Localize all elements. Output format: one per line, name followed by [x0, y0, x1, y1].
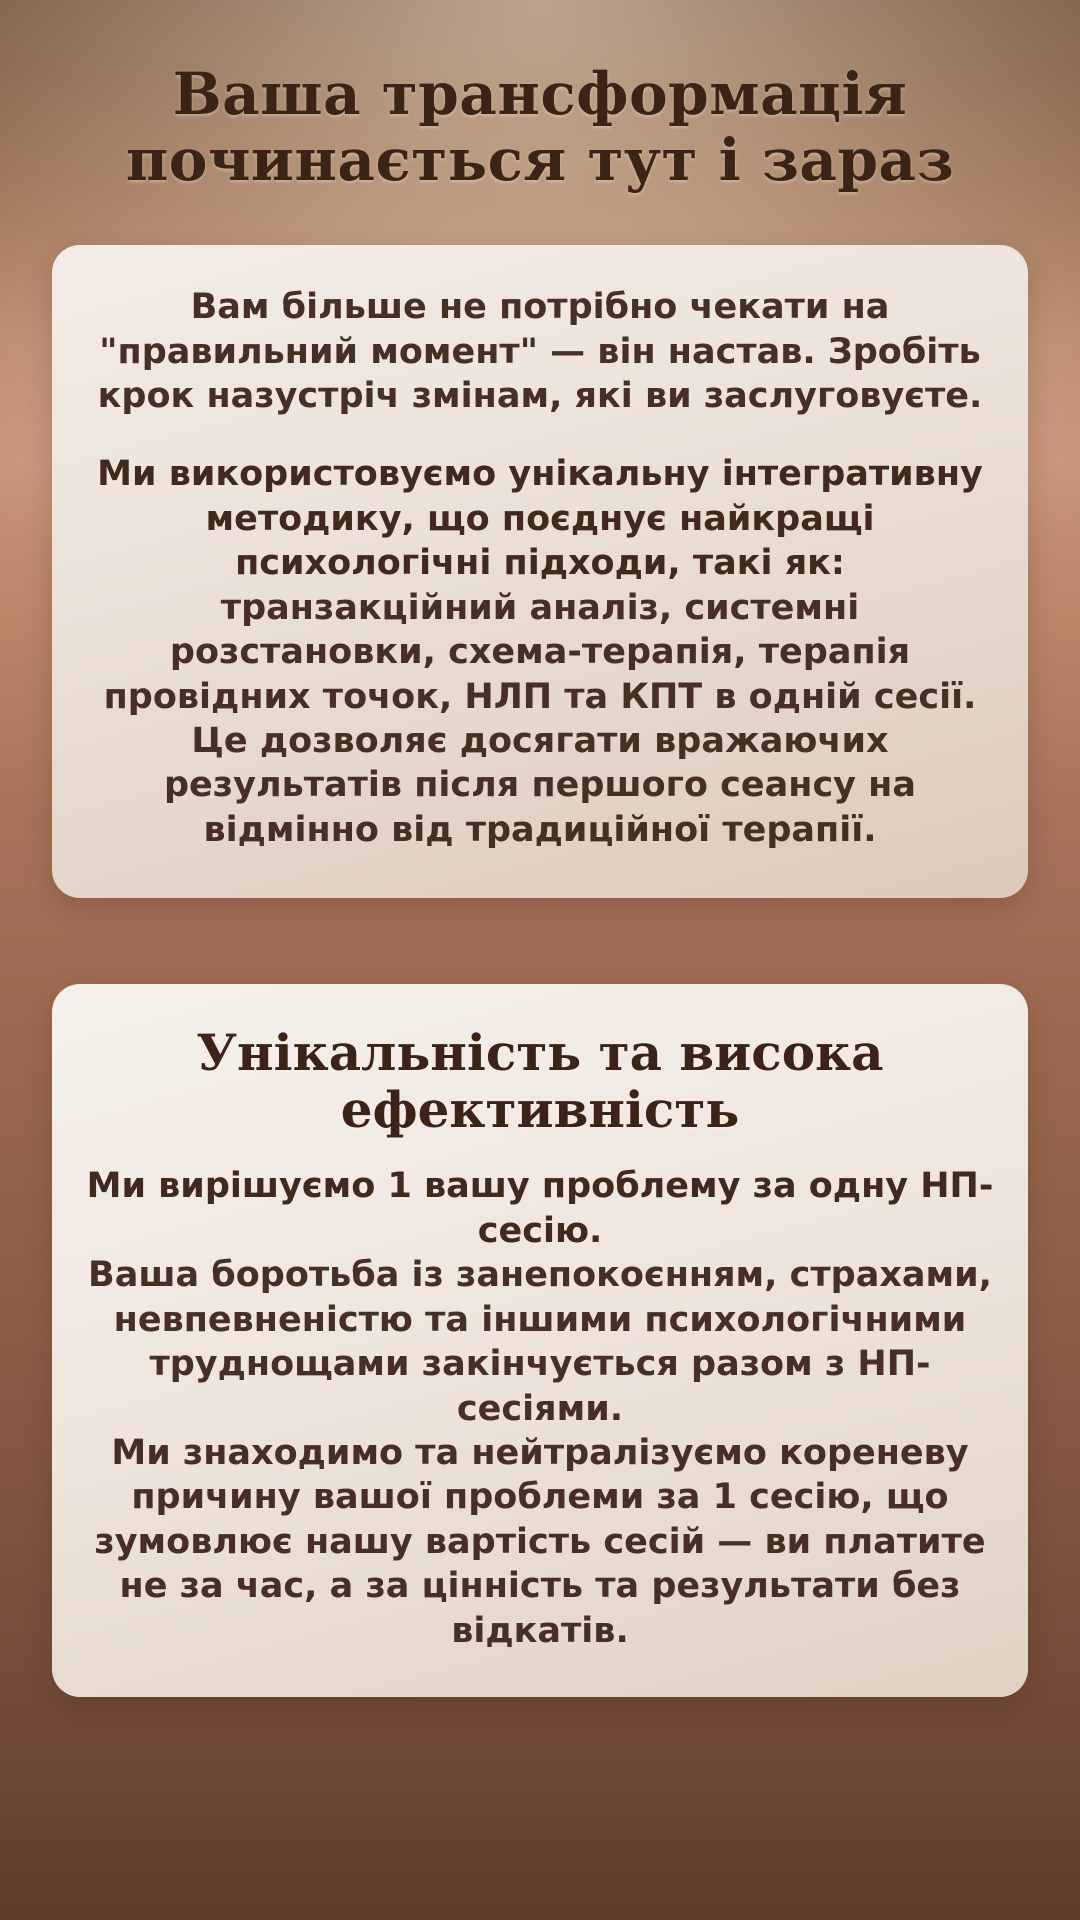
uniqueness-paragraph-2: Ми знаходимо та нейтралізуємо кореневу причину вашої проблеми за 1 сесію, що зумовлює нашу вартість сесій — ви платите не за час, а за цінність та результати без відкатів. [94, 1432, 986, 1651]
intro-paragraph-2-result: Це дозволяє досягати вражаючих результатів після першого сеансу на відмінно від традиційної терапії. [164, 721, 916, 850]
uniqueness-paragraph-1-lead: Ми вирішуємо 1 вашу проблему за одну НП-сесію. [86, 1166, 994, 1251]
page-title-line-1: Ваша трансформація [172, 60, 908, 128]
uniqueness-paragraph-1-rest: Ваша боротьба із занепокоєнням, страхами, невпевненістю та іншими психологічними труднощами закінчується разом з НП-сесіями. [88, 1255, 992, 1429]
intro-card [52, 245, 1028, 898]
uniqueness-card [52, 984, 1028, 1697]
intro-paragraph-2-lead: Ми використовуємо унікальну інтегративну методику, що поєднує найкращі психологічні підходи, такі як: [97, 454, 983, 584]
page-title [52, 0, 1028, 193]
page-title-line-2: починається тут і зараз [125, 125, 955, 194]
uniqueness-title-line-1: Унікальність та висока [196, 1023, 884, 1083]
intro-paragraph-2-methods: транзакційний аналіз, системні розстановки, схема-терапія, терапія провідних точок, НЛП та КПТ в одній сесії. [103, 587, 977, 717]
uniqueness-title [82, 1024, 998, 1138]
uniqueness-title-line-2: ефективність [340, 1080, 740, 1140]
intro-paragraph-1: Вам більше не потрібно чекати на "правильний момент" — він настав. Зробіть крок назустріч змінам, які ви заслуговуєте. [97, 287, 983, 416]
